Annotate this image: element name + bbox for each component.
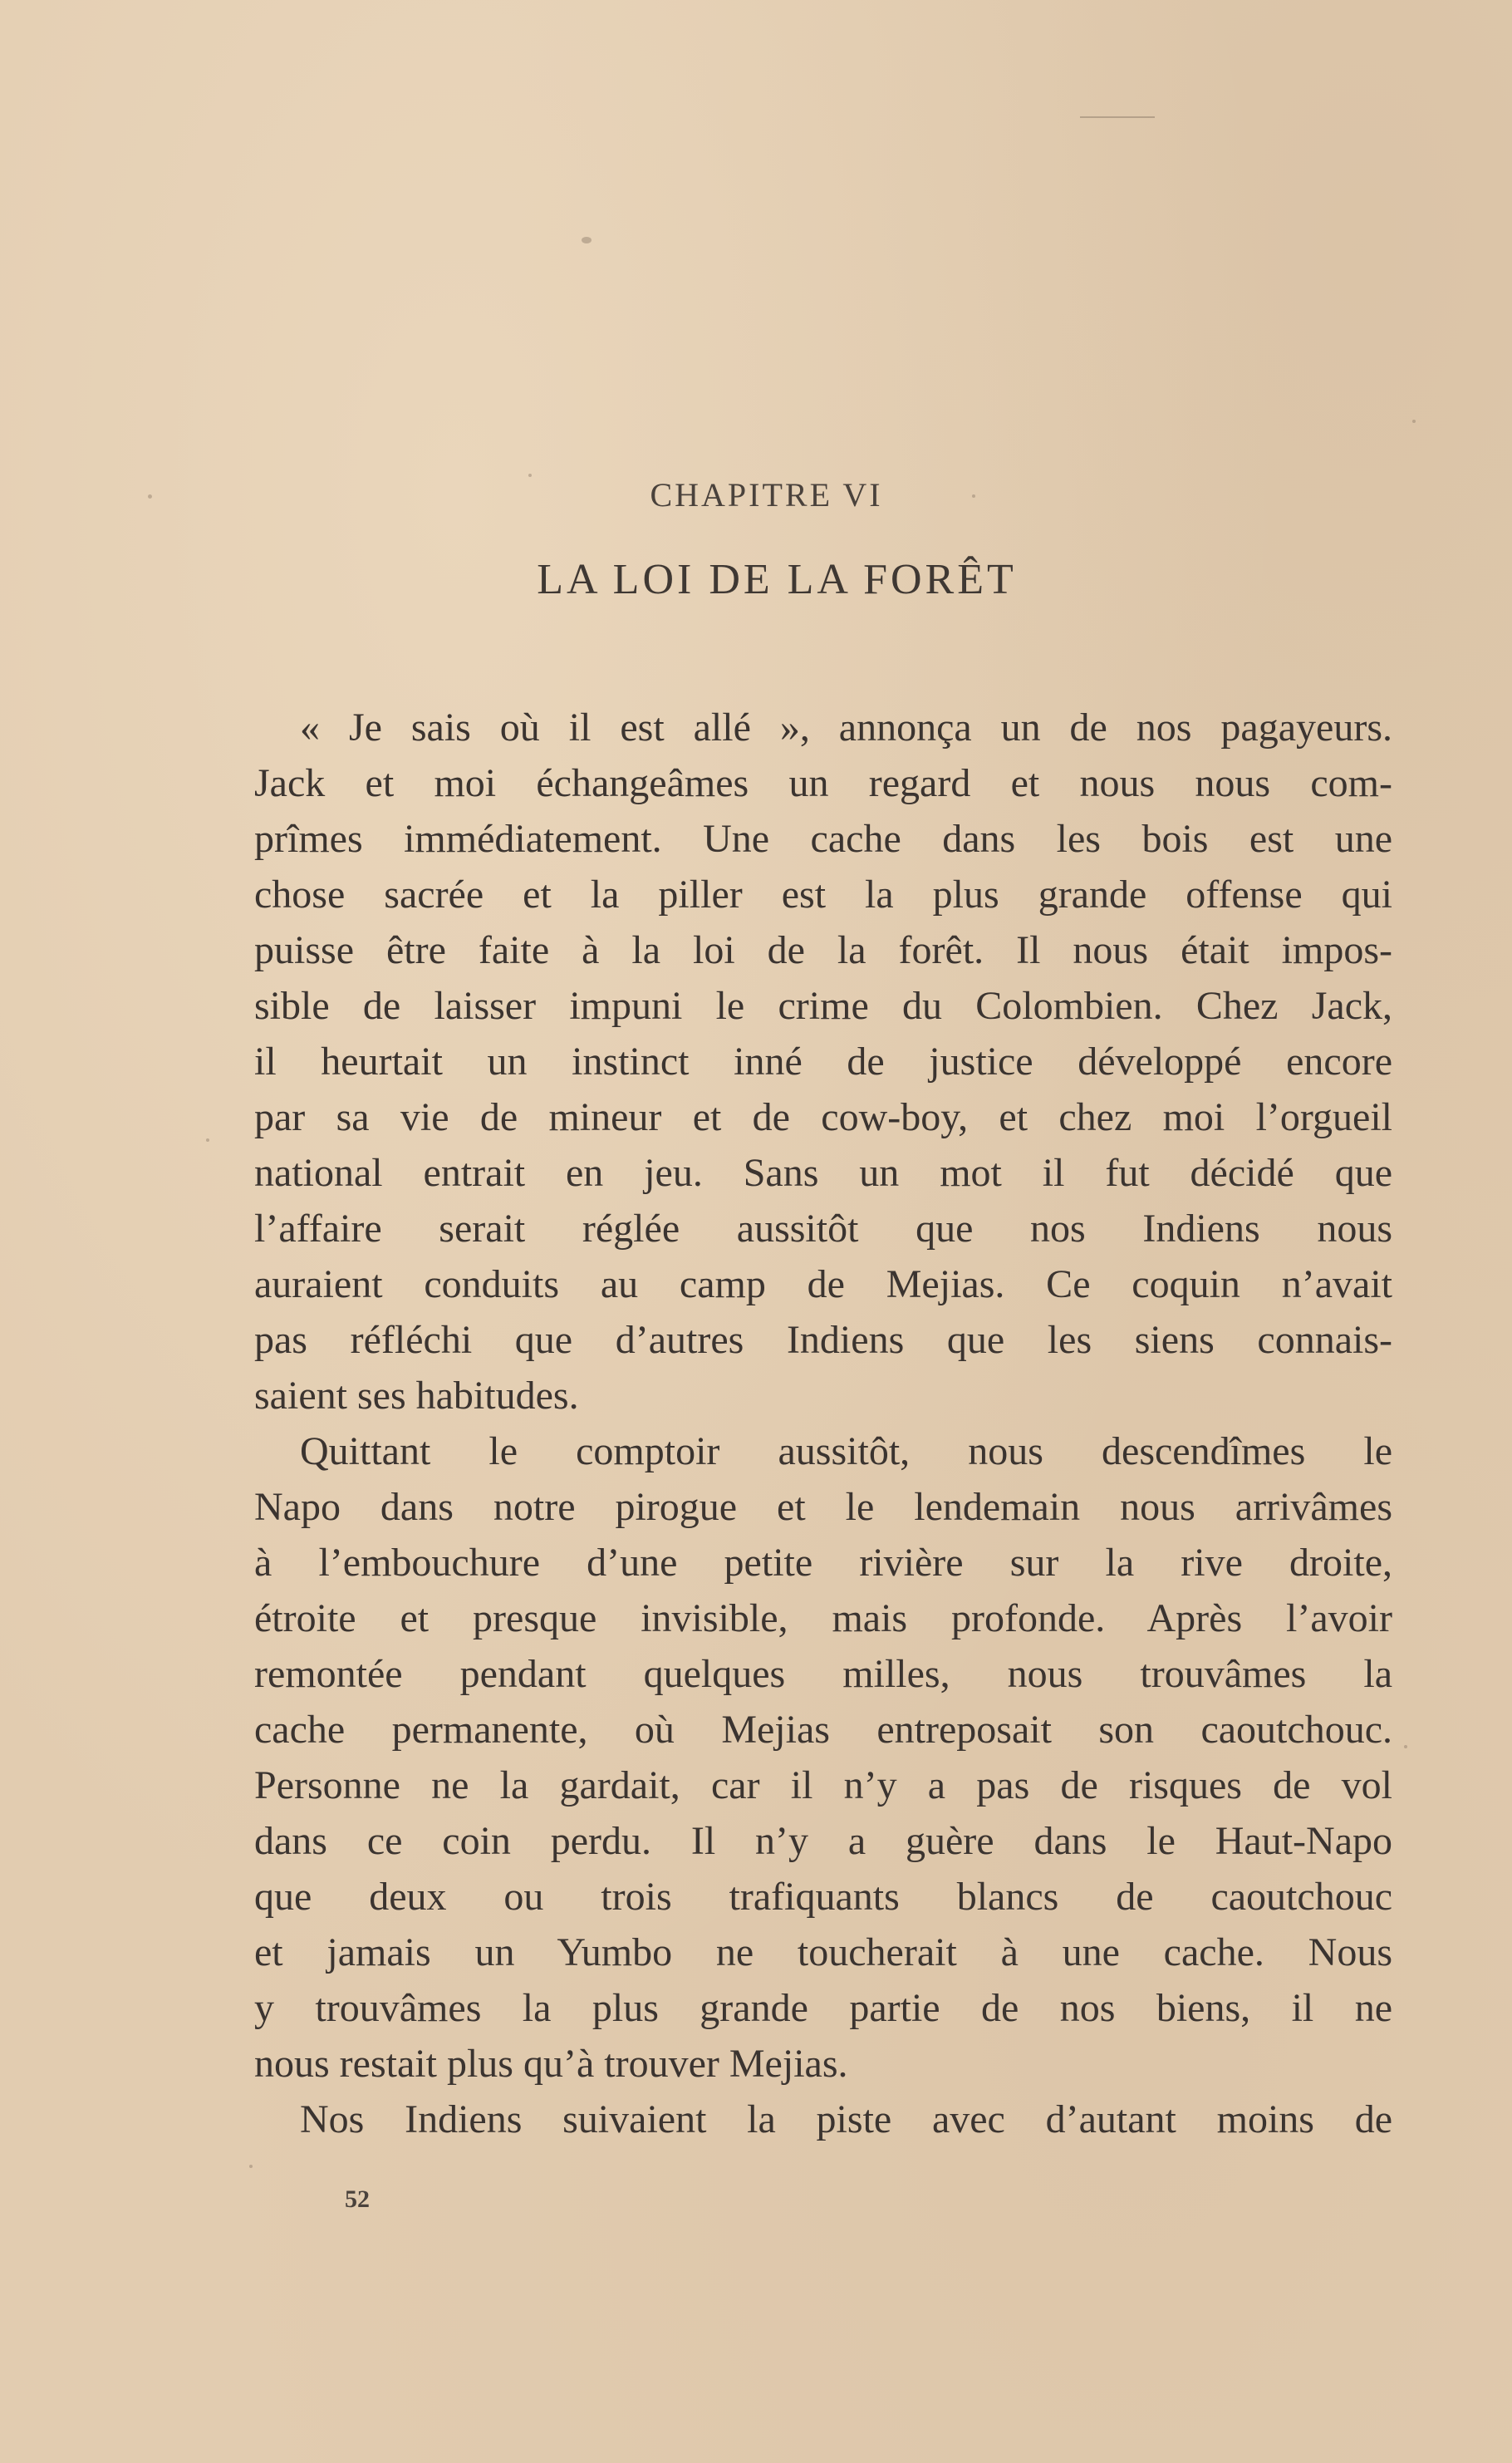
text-line: national entrait en jeu. Sans un mot il fut décidé que	[254, 1151, 1392, 1195]
paper-speck	[582, 237, 592, 243]
text-line: Nos Indiens suivaient la piste avec d’autant moins de	[300, 2097, 1392, 2141]
text-line: remontée pendant quelques milles, nous trouvâmes la	[254, 1652, 1392, 1696]
text-line: l’affaire serait réglée aussitôt que nos Indiens nous	[254, 1207, 1392, 1251]
text-line: Quittant le comptoir aussitôt, nous descendîmes le	[300, 1429, 1392, 1473]
text-line: sible de laisser impuni le crime du Colombien. Chez Jack,	[254, 984, 1392, 1028]
paper-speck	[1404, 1745, 1407, 1748]
text-line: auraient conduits au camp de Mejias. Ce coquin n’avait	[254, 1262, 1392, 1306]
paper-speck	[206, 1138, 209, 1142]
text-line: prîmes immédiatement. Une cache dans les bois est une	[254, 817, 1392, 861]
paper-speck	[249, 2165, 253, 2168]
text-line: saient ses habitudes.	[254, 1374, 579, 1418]
text-line: cache permanente, où Mejias entreposait son caoutchouc.	[254, 1708, 1392, 1752]
text-line: que deux ou trois trafiquants blancs de caoutchouc	[254, 1875, 1392, 1919]
text-line: y trouvâmes la plus grande partie de nos biens, il ne	[254, 1986, 1392, 2030]
text-line: Jack et moi échangeâmes un regard et nous nous com-	[254, 761, 1392, 805]
body-text	[254, 700, 1392, 2147]
text-line: et jamais un Yumbo ne toucherait à une cache. Nous	[254, 1930, 1392, 1974]
scan-mark	[1080, 116, 1155, 118]
text-line: chose sacrée et la piller est la plus grande offense qui	[254, 873, 1392, 917]
page-number: 52	[345, 2185, 370, 2213]
text-line: « Je sais où il est allé », annonça un de nos pagayeurs.	[300, 705, 1392, 750]
text-line: Napo dans notre pirogue et le lendemain nous arrivâmes	[254, 1485, 1392, 1529]
text-line: à l’embouchure d’une petite rivière sur la rive droite,	[254, 1541, 1392, 1585]
text-line: Personne ne la gardait, car il n’y a pas de risques de vol	[254, 1763, 1392, 1807]
text-line: nous restait plus qu’à trouver Mejias.	[254, 2042, 848, 2086]
chapter-title: LA LOI DE LA FORÊT	[537, 556, 1017, 603]
text-line: étroite et presque invisible, mais profonde. Après l’avoir	[254, 1596, 1392, 1640]
paper-speck	[1412, 420, 1416, 423]
text-line: dans ce coin perdu. Il n’y a guère dans le Haut-Napo	[254, 1819, 1392, 1863]
text-line: il heurtait un instinct inné de justice développé encore	[254, 1040, 1392, 1084]
text-line: puisse être faite à la loi de la forêt. Il nous était impos-	[254, 928, 1392, 972]
text-line: par sa vie de mineur et de cow-boy, et chez moi l’orgueil	[254, 1095, 1392, 1139]
text-line: pas réfléchi que d’autres Indiens que les siens connais-	[254, 1318, 1392, 1362]
chapter-label: CHAPITRE VI	[650, 476, 883, 514]
